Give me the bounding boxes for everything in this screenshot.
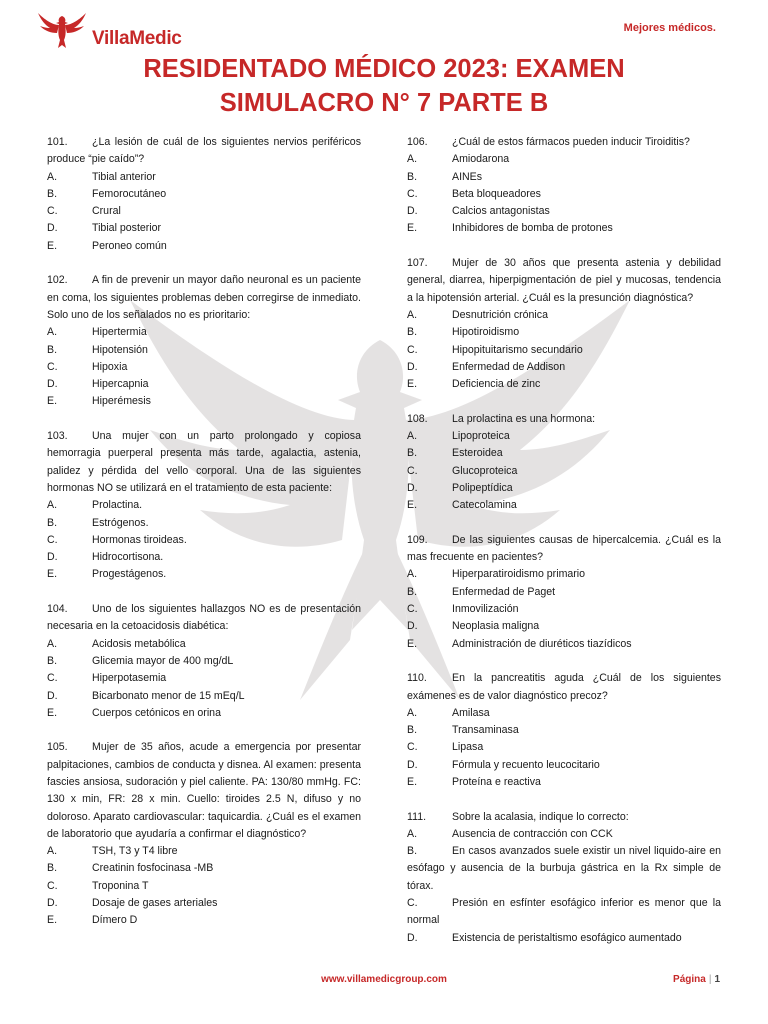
option-letter: A. <box>407 153 418 166</box>
option-letter: C. <box>407 187 418 200</box>
option-text: Existencia de peristaltismo esofágico aumentado <box>452 931 682 944</box>
question-number: 104. <box>47 603 68 616</box>
question-number: 105. <box>47 741 68 754</box>
answer-option <box>407 566 721 583</box>
option-letter: A. <box>407 827 418 840</box>
option-letter: C. <box>407 603 418 616</box>
answer-option <box>47 169 361 186</box>
option-text: Dímero D <box>92 914 138 927</box>
answer-option <box>407 722 721 739</box>
option-letter: D. <box>407 360 418 373</box>
answer-option <box>407 636 721 653</box>
question-text: Mujer de 35 años, acude a emergencia por presentar palpitaciones, cambios de conducta y disnea. Al examen: presenta fascies ansiosa, sudoración y piel caliente. PA: 130/80 mmHg. FC: 130 x min, FR: 28 x min. Cuello: tiroides 2.5 N, difuso y no doloroso. Aparato cardiovascular: taquicardia. ¿Cuál es el examen de laboratorio que ayudaría a confirmar el diagnóstico? <box>47 741 361 840</box>
question-number: 111. <box>407 810 427 823</box>
option-text: Hipopituitarismo secundario <box>452 343 583 356</box>
option-letter: B. <box>407 845 418 858</box>
option-letter: A. <box>47 637 58 650</box>
option-text: Troponina T <box>92 879 149 892</box>
option-text: Esteroidea <box>452 447 503 460</box>
question-stem <box>47 601 361 636</box>
option-letter: D. <box>407 931 418 944</box>
question-stem <box>47 428 361 497</box>
option-text: Glicemia mayor de 400 mg/dL <box>92 654 234 667</box>
option-letter: E. <box>407 637 418 650</box>
option-text: Polipeptídica <box>452 481 513 494</box>
option-text: Calcios antagonistas <box>452 205 550 218</box>
answer-option <box>47 912 361 929</box>
option-letter: B. <box>47 516 58 529</box>
question-number: 101. <box>47 136 68 148</box>
answer-option <box>47 895 361 912</box>
option-letter: E. <box>47 706 58 719</box>
answer-option <box>47 549 361 566</box>
question-109 <box>407 532 721 653</box>
answer-option <box>407 342 721 359</box>
option-text: Crural <box>92 205 121 218</box>
answer-option <box>47 342 361 359</box>
option-text: Hipoxia <box>92 360 128 373</box>
option-letter: C. <box>407 741 418 754</box>
question-text: En la pancreatitis aguda ¿Cuál de los siguientes exámenes es de valor diagnóstico precoz? <box>407 672 721 702</box>
answer-option <box>47 843 361 860</box>
option-letter: E. <box>407 775 418 788</box>
option-letter: C. <box>407 897 418 910</box>
option-letter: B. <box>407 724 418 737</box>
option-text: Transaminasa <box>452 724 519 737</box>
question-104 <box>47 601 361 722</box>
question-stem <box>47 739 361 843</box>
answer-option <box>47 359 361 376</box>
option-letter: B. <box>407 170 418 183</box>
answer-option <box>47 393 361 410</box>
option-letter: C. <box>47 879 58 892</box>
answer-option <box>47 705 361 722</box>
option-text: Prolactina. <box>92 499 143 512</box>
option-text: Neoplasia maligna <box>452 620 540 633</box>
answer-option <box>47 566 361 583</box>
option-text: Proteína e reactiva <box>452 775 541 788</box>
option-text: Deficiencia de zinc <box>452 378 541 391</box>
title-line-2: SIMULACRO N° 7 PARTE B <box>219 89 549 117</box>
option-letter: E. <box>47 239 58 252</box>
option-text: Peroneo común <box>92 239 167 252</box>
answer-option <box>407 186 721 203</box>
option-text: Beta bloqueadores <box>452 187 541 200</box>
option-text: Presión en esfínter esofágico inferior es menor que la normal <box>407 897 721 927</box>
answer-option <box>407 445 721 462</box>
answer-option <box>407 220 721 237</box>
website-link[interactable]: www.villamedicgroup.com <box>321 974 447 985</box>
answer-option <box>407 307 721 324</box>
option-letter: A. <box>407 568 418 581</box>
question-stem <box>407 134 721 151</box>
option-text: Hidrocortisona. <box>92 551 164 564</box>
option-letter: D. <box>47 689 58 702</box>
question-111 <box>407 809 721 947</box>
option-letter: A. <box>407 430 418 443</box>
answer-option <box>407 480 721 497</box>
answer-option <box>407 895 721 930</box>
option-letter: C. <box>47 360 58 373</box>
page-title <box>0 52 768 120</box>
option-letter: E. <box>407 378 418 391</box>
question-number: 109. <box>407 533 428 546</box>
option-letter: E. <box>47 395 58 408</box>
option-letter: D. <box>47 897 58 910</box>
title-line-1: RESIDENTADO MÉDICO 2023: EXAMEN <box>143 55 625 83</box>
question-text: Mujer de 30 años que presenta astenia y debilidad general, diarrea, hiperpigmentación de piel y mucosas, tendencia a la hipotensión arterial. ¿Cuál es la presunción diagnóstica? <box>407 257 721 304</box>
question-105 <box>47 739 361 929</box>
option-text: Hipercapnia <box>92 378 149 391</box>
question-108 <box>407 411 721 515</box>
eagle-logo-icon <box>36 10 88 50</box>
answer-option <box>407 774 721 791</box>
question-stem <box>407 670 721 705</box>
page-label: Página <box>673 974 706 985</box>
option-text: Hipotiroidismo <box>452 326 520 339</box>
option-text: Tibial anterior <box>92 170 156 183</box>
option-letter: D. <box>47 551 58 564</box>
answer-option <box>47 688 361 705</box>
question-101 <box>47 134 361 255</box>
option-letter: B. <box>47 187 58 200</box>
question-text: A fin de prevenir un mayor daño neuronal es un paciente en coma, los siguientes problemas deben corregirse de inmediato. Solo uno de los señalados no es prioritario: <box>47 274 361 321</box>
option-text: Dosaje de gases arteriales <box>92 897 218 910</box>
answer-option <box>407 151 721 168</box>
question-text: La prolactina es una hormona: <box>452 412 596 425</box>
option-letter: B. <box>407 326 418 339</box>
answer-option <box>407 203 721 220</box>
question-number: 103. <box>47 430 68 443</box>
question-stem <box>407 809 721 826</box>
option-text: Hiperémesis <box>92 395 151 408</box>
option-letter: B. <box>47 654 58 667</box>
option-text: Enfermedad de Addison <box>452 360 566 373</box>
option-letter: C. <box>407 343 418 356</box>
option-text: Ausencia de contracción con CCK <box>452 827 613 840</box>
answer-option <box>47 376 361 393</box>
option-text: Fórmula y recuento leucocitario <box>452 758 600 771</box>
option-text: Hipertermia <box>92 326 147 339</box>
answer-option <box>47 515 361 532</box>
answer-option <box>407 497 721 514</box>
page-separator: | <box>708 974 712 985</box>
option-text: Tibial posterior <box>92 222 162 235</box>
logo-text: VillaMedic <box>92 28 182 49</box>
page-footer <box>0 974 768 994</box>
page-number <box>673 974 720 985</box>
option-letter: A. <box>47 326 58 339</box>
answer-option <box>47 238 361 255</box>
option-text: Progestágenos. <box>92 568 167 581</box>
question-text: Uno de los siguientes hallazgos NO es de presentación necesaria en la cetoacidosis diabética: <box>47 603 361 633</box>
option-letter: D. <box>407 758 418 771</box>
right-question-column <box>407 134 721 964</box>
answer-option <box>407 618 721 635</box>
question-stem <box>407 255 721 307</box>
option-letter: E. <box>407 222 418 235</box>
option-letter: A. <box>47 170 58 183</box>
option-letter: B. <box>407 585 418 598</box>
option-letter: B. <box>407 447 418 460</box>
question-stem <box>47 272 361 324</box>
option-text: TSH, T3 y T4 libre <box>92 845 178 858</box>
question-stem <box>47 134 361 169</box>
answer-option <box>47 186 361 203</box>
answer-option <box>47 670 361 687</box>
answer-option <box>47 653 361 670</box>
option-letter: D. <box>47 378 58 391</box>
option-text: Amilasa <box>452 706 490 719</box>
question-text: Una mujer con un parto prolongado y copiosa hemorragia puerperal presenta más tarde, agalactia, astenia, palidez y pérdida del vello corporal. Una de las siguientes hormonas NO se utilizará en el tratamiento de esta paciente: <box>47 430 361 494</box>
option-text: Cuerpos cetónicos en orina <box>92 706 221 719</box>
option-text: Bicarbonato menor de 15 mEq/L <box>92 689 245 702</box>
option-letter: C. <box>47 533 58 546</box>
option-text: Hipotensión <box>92 343 148 356</box>
option-letter: A. <box>47 845 58 858</box>
option-text: Hiperpotasemia <box>92 672 167 685</box>
option-text: Estrógenos. <box>92 516 149 529</box>
option-letter: B. <box>47 862 58 875</box>
option-letter: B. <box>47 343 58 356</box>
option-letter: D. <box>407 481 418 494</box>
option-text: Creatinin fosfocinasa -MB <box>92 862 214 875</box>
option-letter: A. <box>407 706 418 719</box>
answer-option <box>407 739 721 756</box>
question-text: ¿Cuál de estos fármacos pueden inducir Tiroiditis? <box>452 136 690 148</box>
left-question-column <box>47 134 361 947</box>
option-text: Enfermedad de Paget <box>452 585 556 598</box>
question-number: 102. <box>47 274 68 287</box>
answer-option <box>407 324 721 341</box>
question-110 <box>407 670 721 791</box>
answer-option <box>47 860 361 877</box>
page-header <box>0 0 768 60</box>
question-102 <box>47 272 361 410</box>
option-text: AINEs <box>452 170 483 183</box>
answer-option <box>407 463 721 480</box>
answer-option <box>407 826 721 843</box>
question-107 <box>407 255 721 393</box>
option-letter: C. <box>47 672 58 685</box>
answer-option <box>47 497 361 514</box>
question-stem <box>407 411 721 428</box>
option-text: Femorocutáneo <box>92 187 167 200</box>
answer-option <box>47 324 361 341</box>
option-text: Hormonas tiroideas. <box>92 533 187 546</box>
question-number: 107. <box>407 257 428 270</box>
option-text: En casos avanzados suele existir un nivel liquido-aire en esófago y ausencia de la burbuja gástrica en la Rx simple de tórax. <box>407 845 721 892</box>
option-text: Inmovilización <box>452 603 519 616</box>
answer-option <box>47 532 361 549</box>
option-text: Lipasa <box>452 741 484 754</box>
option-text: Hiperparatiroidismo primario <box>452 568 586 581</box>
option-letter: E. <box>407 499 418 512</box>
option-text: Inhibidores de bomba de protones <box>452 222 613 235</box>
answer-option <box>407 843 721 895</box>
answer-option <box>47 203 361 220</box>
option-text: Lipoproteica <box>452 430 510 443</box>
option-letter: D. <box>47 222 58 235</box>
answer-option <box>47 636 361 653</box>
question-103 <box>47 428 361 584</box>
question-106 <box>407 134 721 238</box>
option-text: Glucoproteica <box>452 464 518 477</box>
question-text: ¿La lesión de cuál de los siguientes nervios periféricos produce “pie caído”? <box>47 136 361 166</box>
option-letter: A. <box>47 499 58 512</box>
answer-option <box>407 359 721 376</box>
answer-option <box>407 757 721 774</box>
question-text: De las siguientes causas de hipercalcemia. ¿Cuál es la mas frecuente en pacientes? <box>407 533 721 564</box>
answer-option <box>407 428 721 445</box>
option-text: Catecolamina <box>452 499 517 512</box>
answer-option <box>407 376 721 393</box>
question-number: 110. <box>407 672 427 685</box>
answer-option <box>407 601 721 618</box>
answer-option <box>407 930 721 947</box>
answer-option <box>407 705 721 722</box>
option-letter: A. <box>407 308 418 321</box>
question-stem <box>407 532 721 567</box>
answer-option <box>47 220 361 237</box>
question-number: 106. <box>407 136 428 148</box>
page-number-value: 1 <box>714 974 720 985</box>
question-number: 108. <box>407 412 428 425</box>
option-text: Administración de diuréticos tiazídicos <box>452 637 632 650</box>
answer-option <box>47 878 361 895</box>
tagline: Mejores médicos. <box>623 22 716 34</box>
option-letter: C. <box>407 464 418 477</box>
answer-option <box>407 169 721 186</box>
option-letter: E. <box>47 914 58 927</box>
option-letter: E. <box>47 568 58 581</box>
answer-option <box>407 584 721 601</box>
option-letter: D. <box>407 620 418 633</box>
option-letter: C. <box>47 205 58 218</box>
option-text: Acidosis metabólica <box>92 637 186 650</box>
option-text: Desnutrición crónica <box>452 308 548 321</box>
villamedic-logo <box>36 10 182 50</box>
question-text: Sobre la acalasia, indique lo correcto: <box>452 810 629 823</box>
option-letter: D. <box>407 205 418 218</box>
option-text: Amiodarona <box>452 153 510 166</box>
